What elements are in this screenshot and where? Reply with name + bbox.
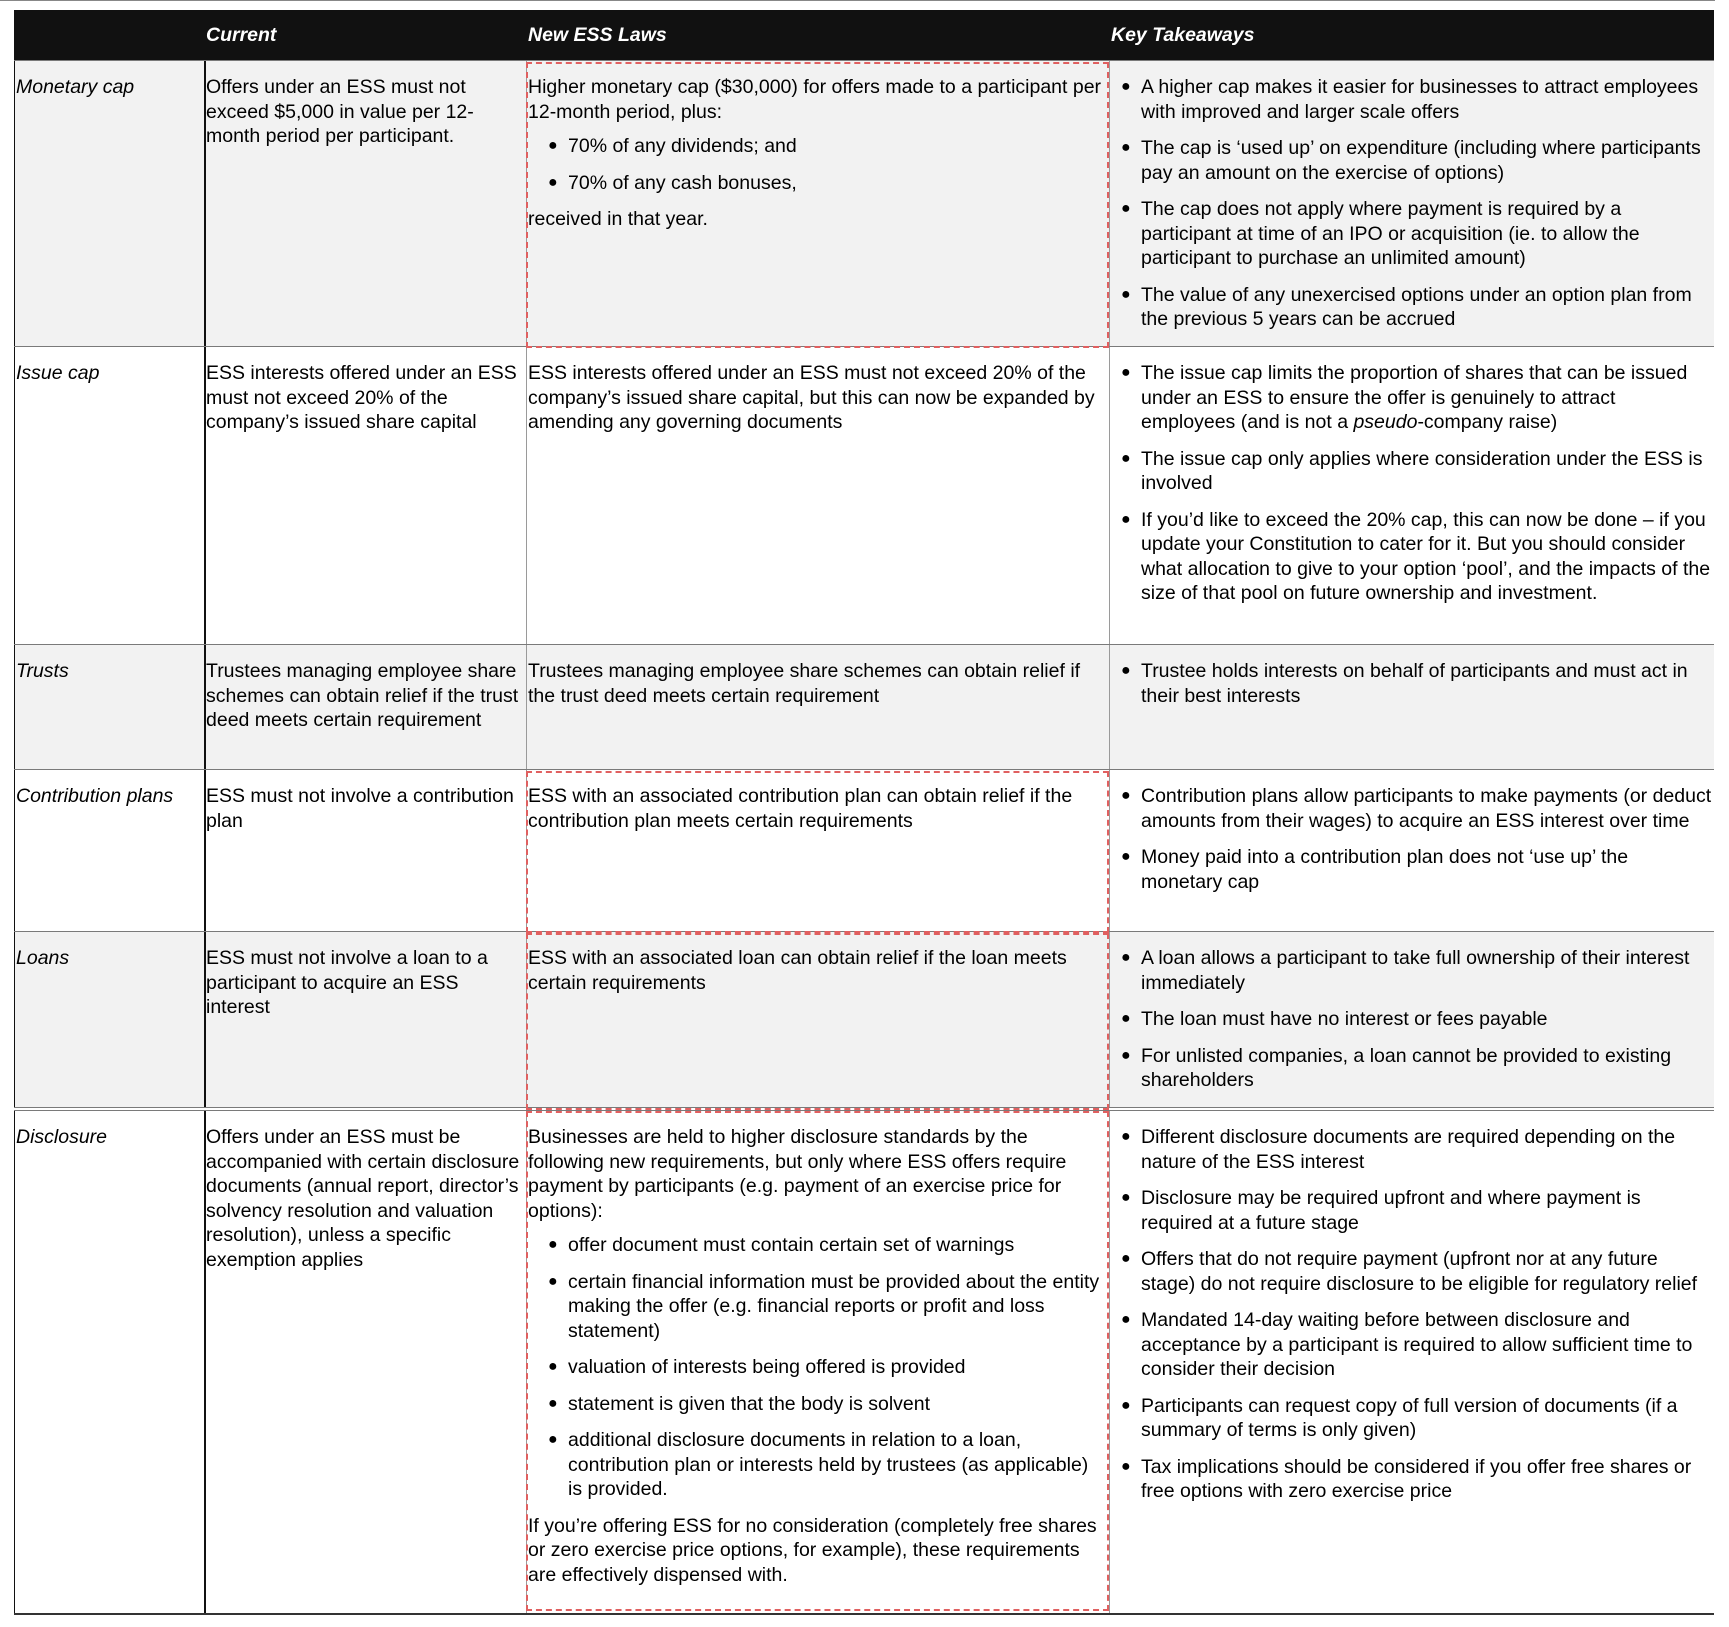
new-laws-cell: Trustees managing employee share schemes can obtain relief if the trust deed meets certain requirement — [528, 660, 1081, 707]
list-item: ● Different disclosure documents are required depending on the nature of the ESS interest — [1111, 1125, 1712, 1174]
table-row-trusts — [14, 645, 1714, 770]
header-new-laws: New ESS Laws — [528, 24, 667, 46]
list-item: ● Participants can request copy of full version of documents (if a summary of terms is only given) — [1111, 1394, 1712, 1443]
list-item: ● The issue cap limits the proportion of shares that can be issued under an ESS to ensure the offer is genuinely to attract employees (and is not a pseudo-company raise) — [1111, 361, 1712, 435]
list-item: ● Tax implications should be considered if you offer free shares or free options with zero exercise price — [1111, 1455, 1712, 1504]
new-laws-cell: ESS with an associated loan can obtain relief if the loan meets certain requirements — [528, 947, 1067, 994]
new-laws-intro: Higher monetary cap ($30,000) for offers made to a participant per 12-month period, plus: — [528, 76, 1102, 123]
list-item: ● A loan allows a participant to take full ownership of their interest immediately — [1111, 946, 1712, 995]
header-topic — [14, 10, 204, 60]
list-item: ● The issue cap only applies where consideration under the ESS is involved — [1111, 447, 1712, 496]
list-item: ● The cap is ‘used up’ on expenditure (including where participants pay an amount on the exercise of options) — [1111, 136, 1712, 185]
list-item: ● 70% of any cash bonuses, — [528, 171, 1107, 196]
topic-cell: Disclosure — [16, 1126, 108, 1148]
topic-cell: Issue cap — [16, 362, 100, 384]
list-item: ● certain financial information must be provided about the entity making the offer (e.g. financial reports or profit and loss statement) — [528, 1270, 1107, 1344]
list-item: ● additional disclosure documents in relation to a loan, contribution plan or interests held by trustees (as applicable) is provided. — [528, 1428, 1107, 1502]
list-item: ● For unlisted companies, a loan cannot be provided to existing shareholders — [1111, 1044, 1712, 1093]
takeaways-cell — [1109, 61, 1714, 346]
takeaways-cell — [1109, 932, 1714, 1107]
comparison-table — [14, 10, 1714, 1615]
takeaways-cell — [1109, 1111, 1714, 1613]
list-item: ● Offers that do not require payment (upfront nor at any future stage) do not require disclosure to be eligible for regulatory relief — [1111, 1247, 1712, 1296]
takeaways-cell — [1109, 645, 1714, 769]
list-item: ● A higher cap makes it easier for businesses to attract employees with improved and larger scale offers — [1111, 75, 1712, 124]
top-rule — [0, 0, 1715, 1]
table-row-contribution-plans — [14, 770, 1714, 932]
list-item: ● Contribution plans allow participants to make payments (or deduct amounts from their wages) to acquire an ESS interest over time — [1111, 784, 1712, 833]
new-laws-cell: ESS interests offered under an ESS must not exceed 20% of the company’s issued share capital, but this can now be expanded by amending any governing documents — [528, 362, 1095, 433]
table-row-monetary-cap — [14, 61, 1714, 347]
new-laws-intro: Businesses are held to higher disclosure standards by the following new requirements, but only where ESS offers require payment by participants (e.g. payment of an exercise price for options): — [528, 1126, 1067, 1222]
list-item: ● Mandated 14-day waiting before between disclosure and acceptance by a participant is required to allow sufficient time to consider their decision — [1111, 1308, 1712, 1382]
table-header — [14, 10, 1714, 61]
new-laws-list — [528, 1233, 1107, 1502]
header-key-takeaways: Key Takeaways — [1111, 24, 1255, 46]
table-row-loans — [14, 932, 1714, 1108]
list-item: ● The cap does not apply where payment is required by a participant at time of an IPO or acquisition (ie. to allow the participant to purchase an unlimited amount) — [1111, 197, 1712, 271]
topic-cell: Contribution plans — [16, 785, 174, 807]
new-laws-cell: ESS with an associated contribution plan can obtain relief if the contribution plan meets certain requirements — [528, 785, 1073, 832]
takeaways-cell — [1109, 347, 1714, 644]
new-laws-cell — [526, 61, 1109, 346]
takeaways-cell — [1109, 770, 1714, 931]
new-laws-cell — [526, 1111, 1109, 1613]
new-laws-list — [528, 134, 1107, 195]
table-row-issue-cap — [14, 347, 1714, 645]
current-cell: Offers under an ESS must not exceed $5,000 in value per 12-month period per participant. — [206, 76, 474, 147]
current-cell: ESS must not involve a loan to a participant to acquire an ESS interest — [206, 947, 488, 1018]
list-item: ● offer document must contain certain set of warnings — [528, 1233, 1107, 1258]
header-current: Current — [206, 24, 277, 46]
list-item: ● 70% of any dividends; and — [528, 134, 1107, 159]
list-item: ● Trustee holds interests on behalf of participants and must act in their best interests — [1111, 659, 1712, 708]
current-cell: ESS must not involve a contribution plan — [206, 785, 514, 832]
new-laws-outro: received in that year. — [528, 208, 708, 230]
list-item: ● The loan must have no interest or fees payable — [1111, 1007, 1712, 1032]
list-item: ● The value of any unexercised options under an option plan from the previous 5 years can be accrued — [1111, 283, 1712, 332]
list-item: ● If you’d like to exceed the 20% cap, this can now be done – if you update your Constitution to cater for it. But you should consider what allocation to give to your option ‘pool’, and the impacts of the size of that pool on future ownership and investment. — [1111, 508, 1712, 606]
topic-cell: Trusts — [16, 660, 69, 682]
table-row-disclosure — [14, 1110, 1714, 1615]
list-item: ● statement is given that the body is solvent — [528, 1392, 1107, 1417]
current-cell: Offers under an ESS must be accompanied with certain disclosure documents (annual report, director’s solvency resolution and valuation resolution), unless a specific exemption applies — [206, 1126, 520, 1271]
current-cell: Trustees managing employee share schemes can obtain relief if the trust deed meets certain requirement — [206, 660, 519, 731]
list-item: ● valuation of interests being offered is provided — [528, 1355, 1107, 1380]
list-item: ● Disclosure may be required upfront and where payment is required at a future stage — [1111, 1186, 1712, 1235]
new-laws-outro: If you’re offering ESS for no consideration (completely free shares or zero exercise price options, for example), these requirements are effectively dispensed with. — [528, 1514, 1097, 1586]
current-cell: ESS interests offered under an ESS must not exceed 20% of the company’s issued share capital — [206, 362, 517, 433]
topic-cell: Loans — [16, 947, 70, 969]
list-item: ● Money paid into a contribution plan does not ‘use up’ the monetary cap — [1111, 845, 1712, 894]
topic-cell: Monetary cap — [16, 76, 135, 98]
